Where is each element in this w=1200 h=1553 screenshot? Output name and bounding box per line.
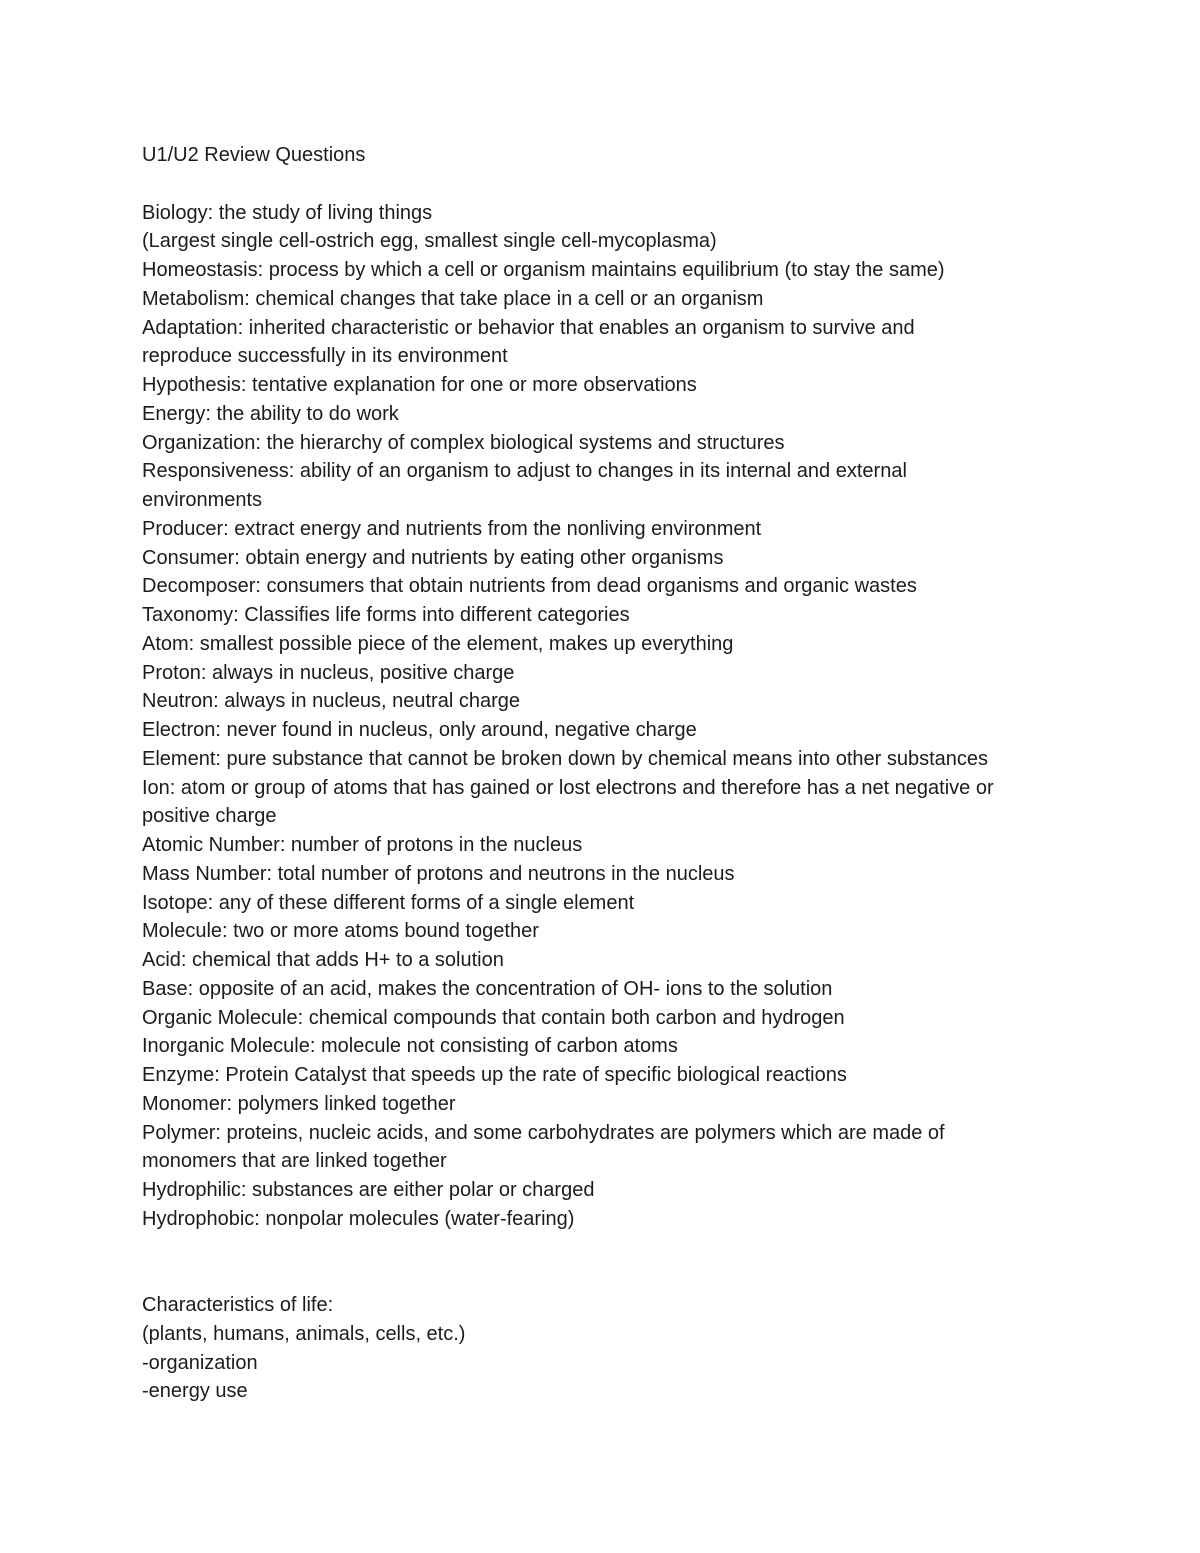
definition-line: Inorganic Molecule: molecule not consisting of carbon atoms — [142, 1035, 678, 1058]
definition-line: Energy: the ability to do work — [142, 402, 399, 425]
definition-line: Acid: chemical that adds H+ to a solution — [142, 949, 504, 971]
definition-line: Element: pure substance that cannot be broken down by chemical means into other substances — [142, 747, 989, 770]
definition-line: Monomer: polymers linked together — [142, 1092, 456, 1115]
section-spacer — [142, 1234, 1102, 1292]
definition-line: Homeostasis: process by which a cell or organism maintains equilibrium (to stay the same) — [142, 259, 945, 281]
definition-line: Organic Molecule: chemical compounds that contain both carbon and hydrogen — [142, 1006, 845, 1029]
definition-line: Hydrophobic: nonpolar molecules (water-fearing) — [142, 1207, 575, 1230]
definition-line: Decomposer: consumers that obtain nutrients from dead organisms and organic wastes — [142, 575, 917, 598]
definition-line: Neutron: always in nucleus, neutral charge — [142, 690, 520, 713]
definition-line: Electron: never found in nucleus, only around, negative charge — [142, 719, 697, 741]
document-body — [142, 141, 1102, 1406]
definition-line: Enzyme: Protein Catalyst that speeds up the rate of specific biological reactions — [142, 1064, 847, 1086]
definition-line: Taxonomy: Classifies life forms into different categories — [142, 604, 630, 626]
definition-line: Atomic Number: number of protons in the nucleus — [142, 834, 583, 856]
definition-line: Atom: smallest possible piece of the element, makes up everything — [142, 632, 734, 655]
definition-line: monomers that are linked together — [142, 1150, 447, 1173]
definition-line: (Largest single cell-ostrich egg, smallest single cell-mycoplasma) — [142, 230, 717, 253]
definition-line: Hydrophilic: substances are either polar or charged — [142, 1179, 595, 1201]
definition-line: Organization: the hierarchy of complex biological systems and structures — [142, 431, 785, 454]
characteristics-section — [142, 1291, 1102, 1406]
definition-line: Proton: always in nucleus, positive charge — [142, 661, 515, 684]
definition-line: Biology: the study of living things — [142, 201, 433, 224]
definition-line: Mass Number: total number of protons and neutrons in the nucleus — [142, 862, 735, 885]
characteristic-item: -organization — [142, 1351, 258, 1374]
definition-line: Isotope: any of these different forms of a single element — [142, 891, 635, 914]
definition-line: positive charge — [142, 805, 277, 828]
definition-line: Consumer: obtain energy and nutrients by eating other organisms — [142, 546, 724, 569]
characteristics-heading: Characteristics of life: — [142, 1294, 334, 1316]
definition-line: Metabolism: chemical changes that take place in a cell or an organism — [142, 287, 764, 310]
definition-line: Molecule: two or more atoms bound together — [142, 920, 539, 943]
definition-line: Ion: atom or group of atoms that has gained or lost electrons and therefore has a net negative or — [142, 776, 994, 799]
definition-line: Polymer: proteins, nucleic acids, and some carbohydrates are polymers which are made of — [142, 1121, 945, 1144]
document-title: U1/U2 Review Questions — [142, 144, 366, 166]
definition-line: Hypothesis: tentative explanation for one or more observations — [142, 374, 697, 396]
definitions-list — [142, 199, 1102, 1234]
definition-line: Producer: extract energy and nutrients from the nonliving environment — [142, 517, 762, 540]
definition-line: reproduce successfully in its environment — [142, 345, 508, 368]
definition-line: Base: opposite of an acid, makes the concentration of OH- ions to the solution — [142, 977, 833, 1000]
characteristics-note: (plants, humans, animals, cells, etc.) — [142, 1322, 466, 1345]
characteristic-item: -energy use — [142, 1380, 248, 1403]
definition-line: Adaptation: inherited characteristic or behavior that enables an organism to survive and — [142, 316, 915, 339]
definition-line: environments — [142, 489, 263, 511]
definition-line: Responsiveness: ability of an organism to adjust to changes in its internal and external — [142, 460, 907, 483]
